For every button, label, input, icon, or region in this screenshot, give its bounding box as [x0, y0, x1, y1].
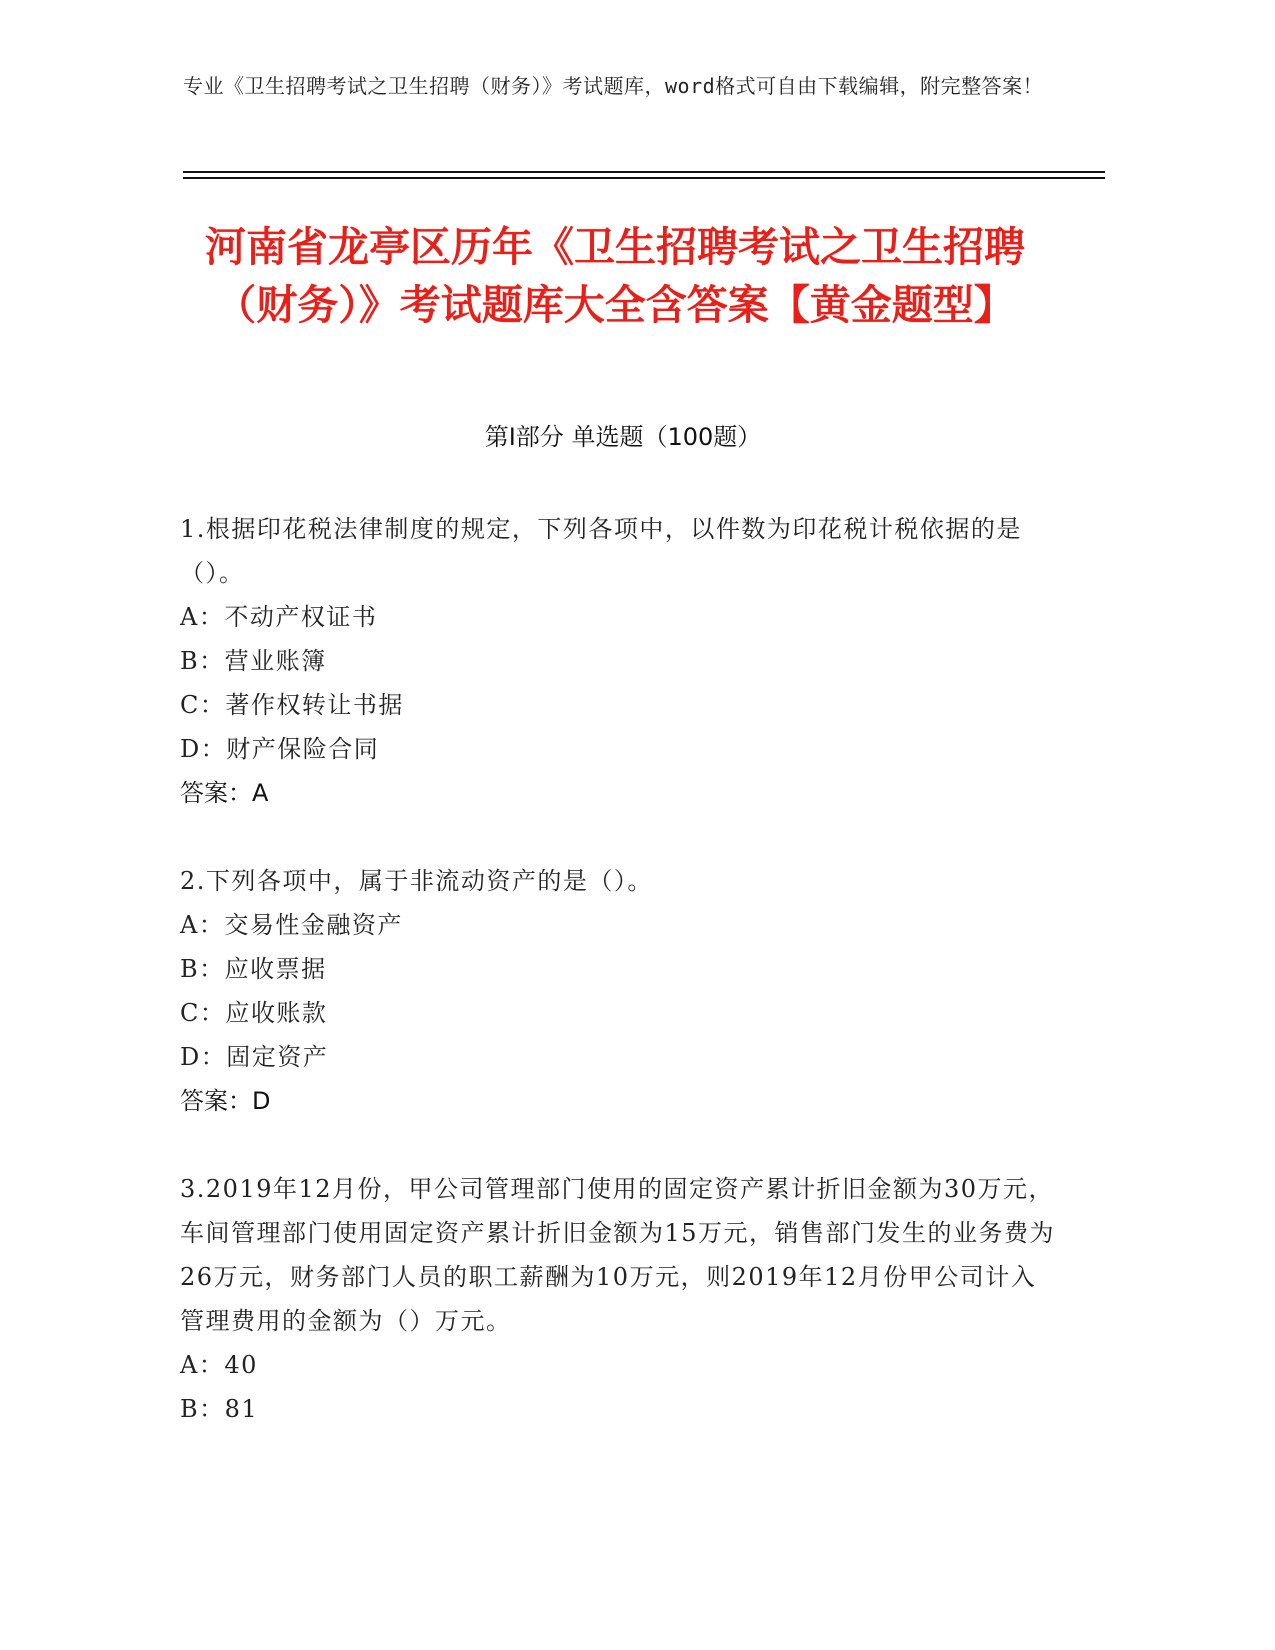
header-note: 专业《卫生招聘考试之卫生招聘（财务）》考试题库，word格式可自由下载编辑，附完整答案！ — [183, 74, 1044, 98]
question-stem: 3.2019年12月份，甲公司管理部门使用的固定资产累计折旧金额为30万元，车间管理部门使用固定资产累计折旧金额为15万元，销售部门发生的业务费为26万元，财务部门人员的职工薪酬为10万元，则2019年12月份甲公司计入管理费用的金额为（）万元。 — [180, 1175, 1056, 1335]
question-stem: 2.下列各项中，属于非流动资产的是（）。 — [180, 867, 653, 895]
answer: 答案：D — [180, 1087, 271, 1115]
header-divider-bottom — [183, 177, 1105, 179]
question-stem: 1.根据印花税法律制度的规定，下列各项中，以件数为印花税计税依据的是（）。 — [180, 515, 1022, 587]
question-1 — [180, 507, 1060, 815]
option-a: A：40 — [180, 1351, 258, 1379]
option-a: A：不动产权证书 — [180, 603, 378, 631]
option-b: B：81 — [180, 1395, 259, 1423]
option-c: C：著作权转让书据 — [180, 691, 404, 719]
option-d: D：财产保险合同 — [180, 735, 380, 763]
answer: 答案：A — [180, 779, 269, 807]
question-2 — [180, 859, 1060, 1123]
option-b: B：营业账簿 — [180, 647, 327, 675]
document-title: 河南省龙亭区历年《卫生招聘考试之卫生招聘（财务）》考试题库大全含答案【黄金题型】 — [205, 223, 1025, 329]
option-b: B：应收票据 — [180, 955, 327, 983]
option-a: A：交易性金融资产 — [180, 911, 403, 939]
question-3 — [180, 1167, 1060, 1431]
section-title: 第I部分 单选题（100题） — [484, 423, 762, 451]
option-c: C：应收账款 — [180, 999, 328, 1027]
question-list — [180, 507, 1060, 1475]
header-divider-top — [183, 171, 1105, 173]
option-d: D：固定资产 — [180, 1043, 329, 1071]
